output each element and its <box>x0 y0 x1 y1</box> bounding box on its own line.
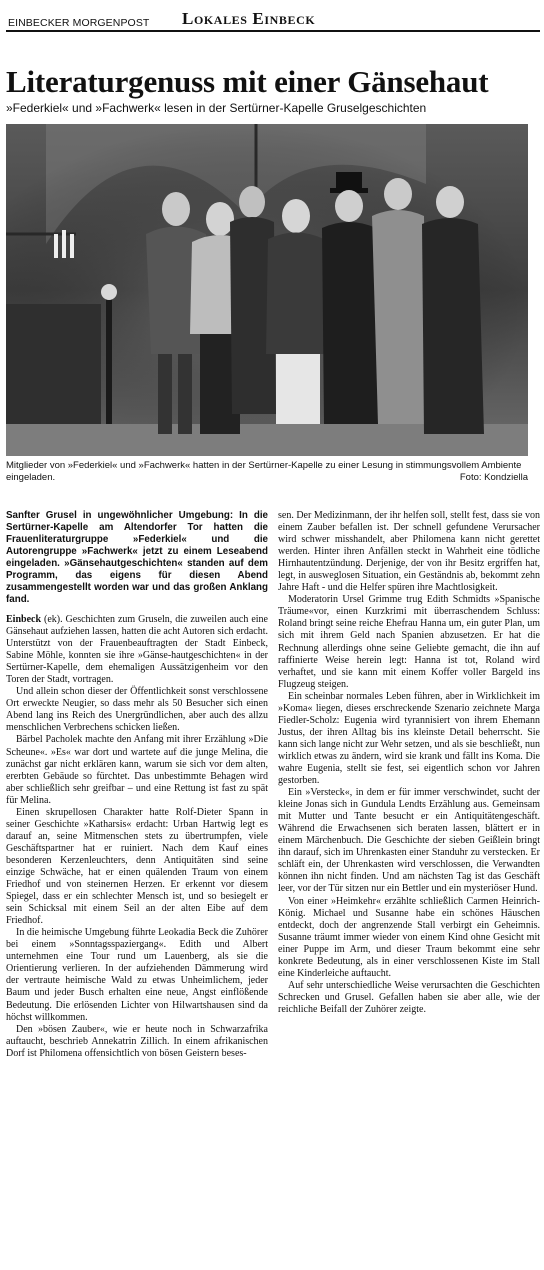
article-column-left <box>6 510 268 1060</box>
article-paragraph: In die heimische Umgebung führte Leokadia Beck die Zuhörer bei einem »Sonntagsspaziergang«. Edith und Albert unternehmen eine Tour rund um Lauenberg, als sie die Orientierung verlieren. In der aufziehenden Dämmerung wird der vertraute heimische Wald zu etwas Unheimlichem, jeder Baum und jeder Busch erhalten eine neue, Angst einflößende Bedeutung. Die erlösenden Lichter von Hilwartshausen sind da höchst willkommen. <box>6 927 268 1023</box>
article-paragraph: Bärbel Pacholek machte den Anfang mit ihrer Erzählung »Die Scheune«. »Es« war dort und wartete auf die junge Melina, die zunächst gar nicht erklären kann, warum sie sich vor dem alten, ererbten Gebäude so fürchtet. Das unbestimmte Behagen wird aber schließlich sehr greifbar – und eine Rettung ist fast zu spät für Melina. <box>6 734 268 806</box>
article-paragraph: sen. Der Medizinmann, der ihr helfen soll, stellt fest, dass sie von einem Zauber befallen ist. Der schnell gefundene Verursacher wird schwer misshandelt, aber Philomena kann nicht gerettet werden. Hinter ihren Anfällen steckt in Wahrheit eine tödliche Hirnhautentzündung. Derjenige, der von ihr Besitz ergriffen hat, legt, in ausweglosen Situation, ein Geständnis ab, bekommt zehn Jahre Haft - und die Helfer spüren ihre Machtlosigkeit. <box>278 510 540 594</box>
article-paragraph: Und allein schon dieser der Öffentlichkeit sonst verschlossene Ort erweckte Neugier, so dass mehr als 50 Besucher sich einen Abend lang ins Reich des Unergründlichen, aber auch des allzu menschlichen Verbrechens schicken ließen. <box>6 686 268 734</box>
article-paragraph: Moderatorin Ursel Grimme trug Edith Schmidts »Spanische Träume«vor, einen Kurzkrimi mit überraschendem Schluss: Roland bringt seine reiche Ehefrau Hanna um, ein guter Plan, um sich mit ihrem Geld nach Spanien abzusetzen. Er hat die Rechnung allerdings ohne seine Geliebte gemacht, die ihn auf raffinierte Weise herein legt: Hanna ist tot, Roland wird verhaftet, und sie kann mit einem Koffer voller Bargeld ins Flugzeug steigen. <box>278 594 540 690</box>
article-lead: Sanfter Grusel in ungewöhnlicher Umgebung: In die Sertürner-Kapelle am Altendorfer Tor hatten die Frauenliteraturgruppe »Federkiel« und die Autorengruppe »Fachwerk« jetzt zu einem Leseabend eingeladen. »Gänsehautgeschichten« standen auf dem Programm, das eigens für diesen Abend zusammengestellt worden war und das großen Anklang fand. <box>6 510 268 605</box>
headline: Literaturgenuss mit einer Gänsehaut <box>6 64 489 99</box>
dateline: Einbeck <box>6 614 42 625</box>
article-paragraph <box>6 614 268 686</box>
article-column-right <box>278 510 540 1016</box>
article-paragraph: Von einer »Heimkehr« erzählte schließlich Carmen Heinrich-König. Michael und Susanne habe ein schönes Häuschen entdeckt, doch der angrenzende Stall verbirgt ein Geheimnis. Susanne träumt immer wieder von einem Kind ohne Gesicht mit einer Puppe im Arm, und dieser Traum bekommt eine sehr konkrete Bedeutung, als in einer verschlossenen Kiste im Stall eine Kinderleiche auftaucht. <box>278 895 540 979</box>
caption-text: Mitglieder von »Federkiel« und »Fachwerk« hatten in der Sertürner-Kapelle zu einer Lesung in stimmungsvollem Ambiente eingeladen. <box>6 460 522 483</box>
article-paragraph: Auf sehr unterschiedliche Weise verursachten die Geschichten Schrecken und Grusel. Gefallen haben sie aber alle, wie der reichliche Beifall der Zuhörer zeigte. <box>278 979 540 1015</box>
paragraph-text: (ek). Geschichten zum Gruseln, die zuweilen auch eine Gänsehaut aufziehen lassen, hatten die acht Autoren sich erdacht. Unterstützt von der Frauenbeauftragten der Stadt Einbeck, Sabine Möhle, konnten sie ihre »Gänse-hautgeschichten« in der Sertürner-Kapelle, dem ehemaligen Aussätzigenheim vor den Toren der Stadt, vortragen. <box>6 614 268 686</box>
masthead <box>6 8 540 32</box>
photo-caption <box>6 460 528 484</box>
photo-credit: Foto: Kondziella <box>459 472 528 483</box>
group-photo <box>6 124 528 456</box>
article-paragraph: Ein »Versteck«, in dem er für immer verschwindet, sucht der kleine Jonas sich in Gundula Lendts Erzählung aus. Gemeinsam mit Mutter und Tante besucht er ein Antiquitätengeschäft. Während die Erwachsenen sich beraten lassen, blättert er in einem Märchenbuch. Die Geschichte der sieben Geißlein bringt ihn darauf, sich im Uhrenkasten einer Standuhr zu verstecken. Er schläft ein, der Uhrenkasten wird verschlossen, die Verwandten können ihn nicht finden. Und am nächsten Tag ist das Geschäft leer, vor der Tür sitzen nur ein Bettler und ein mysteriöser Hund. <box>278 787 540 895</box>
article-paragraph: Ein scheinbar normales Leben führen, aber in Wirklichkeit im »Koma« liegen, dieses erschreckende Szenario zeichnete Marga Fiedler-Scholz: Eugenia wird tyrannisiert von ihrem Ehemann Justus, der ihren Alltag bis ins kleinste Detail beherrscht. Sie kann sich lange nicht zur Wehr setzen, und als sie beschließt, nun wirklich etwas zu ändern, wird sie krank und fällt ins Koma. Die wahre Eugenia, stellt sie fest, sei eigentlich schon vor Jahren gestorben. <box>278 690 540 787</box>
subheadline: »Federkiel« und »Fachwerk« lesen in der Sertürner-Kapelle Gruselgeschichten <box>6 101 427 115</box>
article-paragraph: Einen skrupellosen Charakter hatte Rolf-Dieter Spann in seiner Geschichte »Katharsis« erdacht: Urban Hartwig legt es darauf an, seine Mitmenschen stets zu übertrumpfen, viele Geschäftspartner hat er ruiniert. Nach dem Kauf eines besonderen Kerzenleuchters, denn Antiquitäten sind seine einzige Schwäche, hat er einen quälenden Traum von einem Friedhof und von steinernen Herzen. Er erkennt vor diesem Spiegel, dass er ein schlechter Mensch ist, und so besiegelt er sein Schicksal mit einem Seil an der alten Eibe auf dem Friedhof. <box>6 806 268 927</box>
article-paragraph: Den »bösen Zauber«, wie er heute noch in Schwarzafrika auftaucht, beschrieb Annekatrin Zillich. In einem afrikanischen Dorf ist Philomena offensichtlich von bösen Geistern beses- <box>6 1023 268 1059</box>
newspaper-name: EINBECKER MORGENPOST <box>8 17 150 29</box>
section-title: Lokales Einbeck <box>182 9 316 28</box>
